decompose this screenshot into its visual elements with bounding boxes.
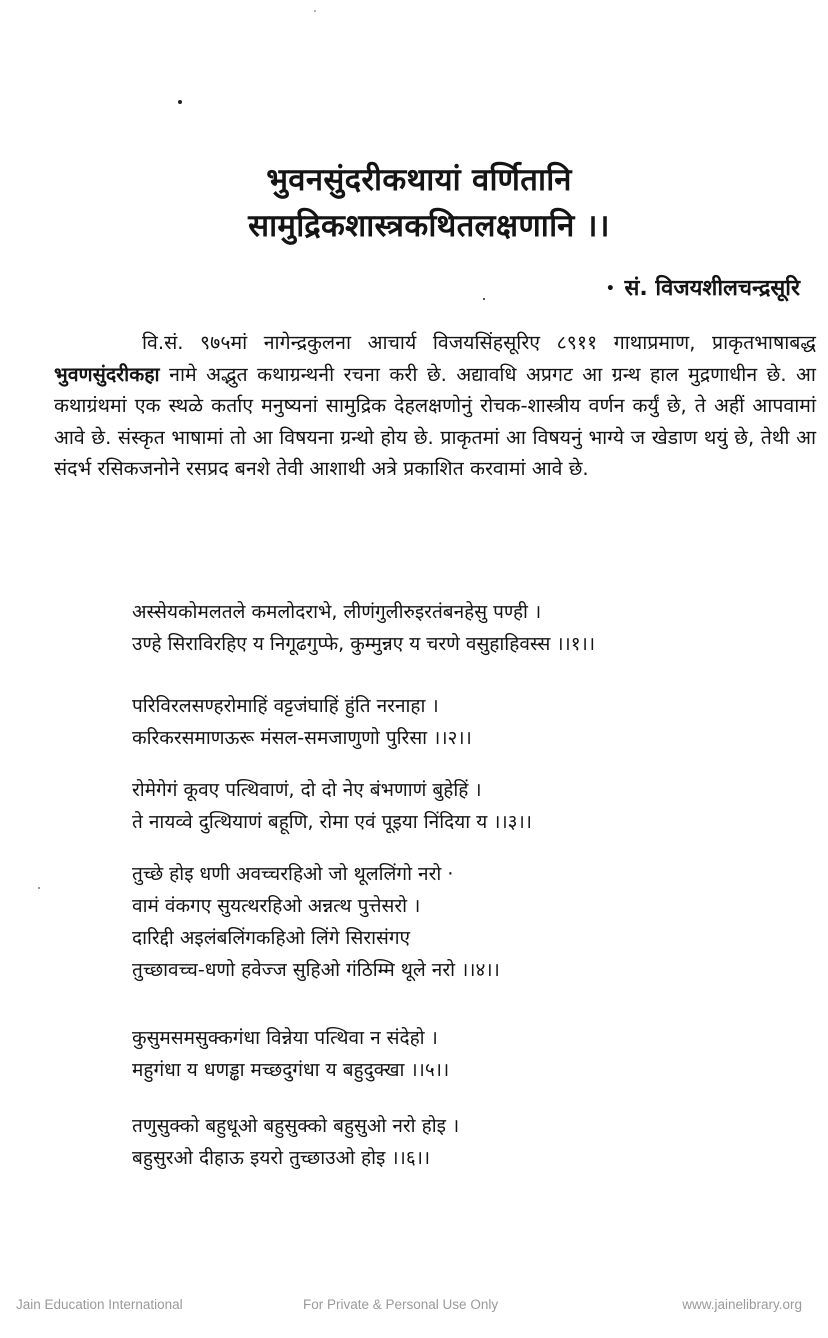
page-title-line-2: सामुद्रिकशास्त्रकथितलक्षणानि ।।: [248, 208, 610, 244]
footer-usage-note: For Private & Personal Use Only: [303, 1297, 499, 1312]
intro-paragraph: [54, 327, 816, 485]
verse-6: [132, 1110, 459, 1174]
verse-4: [132, 858, 500, 986]
verse-2: [132, 690, 472, 754]
verse-5: [132, 1022, 449, 1086]
verse-1: [132, 596, 595, 660]
scan-speck: [38, 887, 40, 889]
verse-line: परिविरलसण्हरोमाहिं वट्टजंघाहिं हुंति नरनाहा ।: [132, 695, 439, 717]
footer-publisher: Jain Education International: [16, 1297, 183, 1312]
page-title-line-1: भुवनसुंदरीकथायां वर्णितानि: [266, 162, 572, 198]
verse-line: कुसुमसमसुक्कगंधा विन्नेया पत्थिवा न संदेहो ।: [132, 1027, 438, 1049]
verse-line: उण्हे सिराविरहिए य निगूढगुप्फे, कुम्मुन्नए य चरणे वसुहाहिवस्स ।।१।।: [132, 633, 596, 655]
scan-speck: [178, 100, 182, 104]
author-name: सं. विजयशीलचन्द्रसूरि: [624, 276, 800, 301]
footer-website-link[interactable]: www.jainelibrary.org: [682, 1297, 802, 1312]
page-footer: [0, 1297, 828, 1317]
verse-line: तुच्छावच्च-धणो हवेज्ज सुहिओ गंठिम्मि थूले नरो ।।४।।: [132, 959, 500, 981]
scan-speck: [314, 10, 316, 12]
verse-line: तुच्छे होइ धणी अवच्चरहिओ जो थूललिंगो नरो ·: [132, 863, 454, 885]
intro-text-1: वि.सं. ९७५मां नागेन्द्रकुलना आचार्य विजयसिंहसूरिए ८९११ गाथाप्रमाण, प्राकृतभाषाबद्ध: [142, 331, 816, 354]
verse-line: महुगंधा य धणड्ढा मच्छदुगंधा य बहुदुक्खा ।।५।।: [132, 1059, 450, 1081]
verse-line: रोमेगेगं कूवए पत्थिवाणं, दो दो नेए बंभणाणं बुहेहिं ।: [132, 779, 482, 801]
bullet-icon: •: [605, 281, 615, 297]
verse-line: ते नायव्वे दुत्थियाणं बहूणि, रोमा एवं पूइया निंदिया य ।।३।।: [132, 811, 532, 833]
verse-line: वामं वंकगए सुयत्थरहिओ अन्नत्थ पुत्तेसरो ।: [132, 895, 421, 917]
verse-line: अस्सेयकोमलतले कमलोदराभे, लीणंगुलीरुइरतंबनहेसु पण्ही ।: [132, 601, 542, 623]
intro-text-2: नामे अद्भुत कथाग्रन्थनी रचना करी छे. अद्यावधि अप्रगट आ ग्रन्थ हाल मुद्रणाधीन छे. आ कथाग्रंथमां एक स्थळे कर्ताए मनुष्यनां सामुद्रिक देहलक्षणोनुं रोचक-शास्त्रीय वर्णन कर्युं छे, ते अहीं आपवामां आवे छे. संस्कृत भाषामां तो आ विषयना ग्रन्थो होय छे. प्राकृतमां आ विषयनुं भाग्ये ज खेडाण थयुं छे, तेथी आ संदर्भ रसिकजनोने रसप्रद बनशे तेवी आशाथी अत्रे प्रकाशित करवामां आवे छे.: [54, 362, 816, 480]
verse-line: बहुसुरओ दीहाऊ इयरो तुच्छाउओ होइ ।।६।।: [132, 1147, 431, 1169]
verse-line: दारिद्दी अइलंबलिंगकहिओ लिंगे सिरासंगए: [132, 927, 411, 949]
verse-3: [132, 774, 532, 838]
verse-line: तणुसुक्को बहुधूओ बहुसुक्को बहुसुओ नरो होइ ।: [132, 1115, 460, 1137]
verse-line: करिकरसमाणऊरू मंसल-समजाणुणो पुरिसा ।।२।।: [132, 727, 472, 749]
author-credit: [606, 272, 800, 306]
scan-speck: [483, 298, 485, 300]
intro-book-title: भुवणसुंदरीकहा: [54, 362, 160, 386]
